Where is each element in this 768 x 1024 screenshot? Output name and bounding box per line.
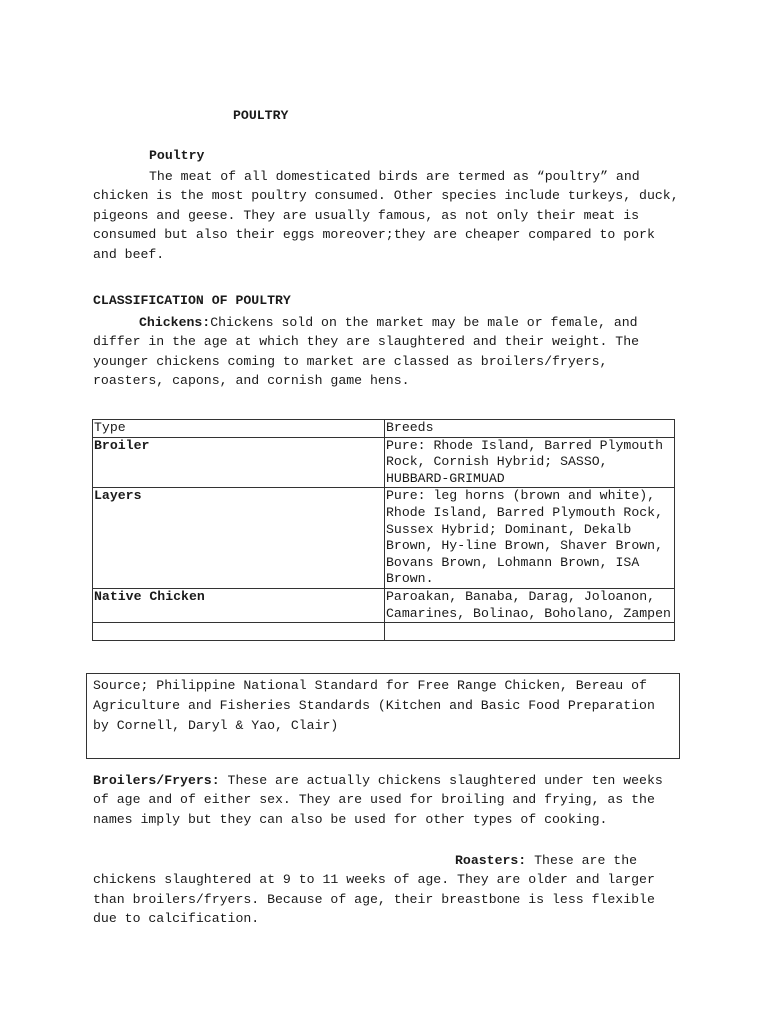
header-type: Type: [93, 420, 385, 438]
section-subtitle: Poultry: [149, 148, 205, 163]
chickens-paragraph: [93, 313, 683, 391]
table-row: [93, 623, 675, 641]
breeds-table: [92, 419, 675, 641]
breeds-cell: Pure: Rhode Island, Barred Plymouth Rock, Cornish Hybrid; SASSO, HUBBARD-GRIMUAD: [385, 437, 675, 488]
doc-title: POULTRY: [233, 108, 289, 123]
breeds-cell: [385, 623, 675, 641]
source-text: Source; Philippine National Standard for Free Range Chicken, Bereau of Agriculture and Fisheries Standards (Kitchen and Basic Food Preparation by Cornell, Daryl & Yao, Clair): [93, 678, 655, 733]
type-cell: Broiler: [93, 437, 385, 488]
chickens-text: Chickens sold on the market may be male or female, and differ in the age at which they are slaughtered and their weight. The younger chickens coming to market are classed as broilers/fryers, roasters, capons, and cornish game hens.: [93, 315, 640, 389]
roasters-text: These are the chickens slaughtered at 9 to 11 weeks of age. They are older and larger than broilers/fryers. Because of age, their breastbone is less flexible due to calcification.: [93, 853, 655, 927]
table-row: [93, 488, 675, 589]
intro-paragraph: [93, 167, 683, 264]
source-box: [86, 673, 680, 759]
type-cell: Layers: [93, 488, 385, 589]
broilers-paragraph: [93, 771, 683, 829]
roasters-label: Roasters:: [455, 853, 527, 868]
chickens-label: Chickens:: [139, 315, 211, 330]
type-cell: Native Chicken: [93, 588, 385, 622]
intro-text: The meat of all domesticated birds are termed as “poultry” and chicken is the most poultry consumed. Other species include turkeys, duck, pigeons and geese. They are usually famous, as not only their meat is consumed but also their eggs moreover;they are cheaper compared to pork and beef.: [93, 169, 679, 262]
header-breeds: Breeds: [385, 420, 675, 438]
table-row: [93, 588, 675, 622]
classification-heading: CLASSIFICATION OF POULTRY: [93, 293, 291, 308]
broilers-label: Broilers/Fryers:: [93, 773, 220, 788]
type-cell: [93, 623, 385, 641]
breeds-cell: Pure: leg horns (brown and white), Rhode Island, Barred Plymouth Rock, Sussex Hybrid; Dominant, Dekalb Brown, Hy-line Brown, Shaver Brown, Bovans Brown, Lohmann Brown, ISA Brown.: [385, 488, 675, 589]
table-row: [93, 437, 675, 488]
table-header-row: [93, 420, 675, 438]
broilers-text: These are actually chickens slaughtered under ten weeks of age and of either sex. They are used for broiling and frying, as the names imply but they can also be used for other types of cooking.: [93, 773, 663, 827]
roasters-paragraph: [93, 851, 683, 929]
breeds-cell: Paroakan, Banaba, Darag, Joloanon, Camarines, Bolinao, Boholano, Zampen: [385, 588, 675, 622]
